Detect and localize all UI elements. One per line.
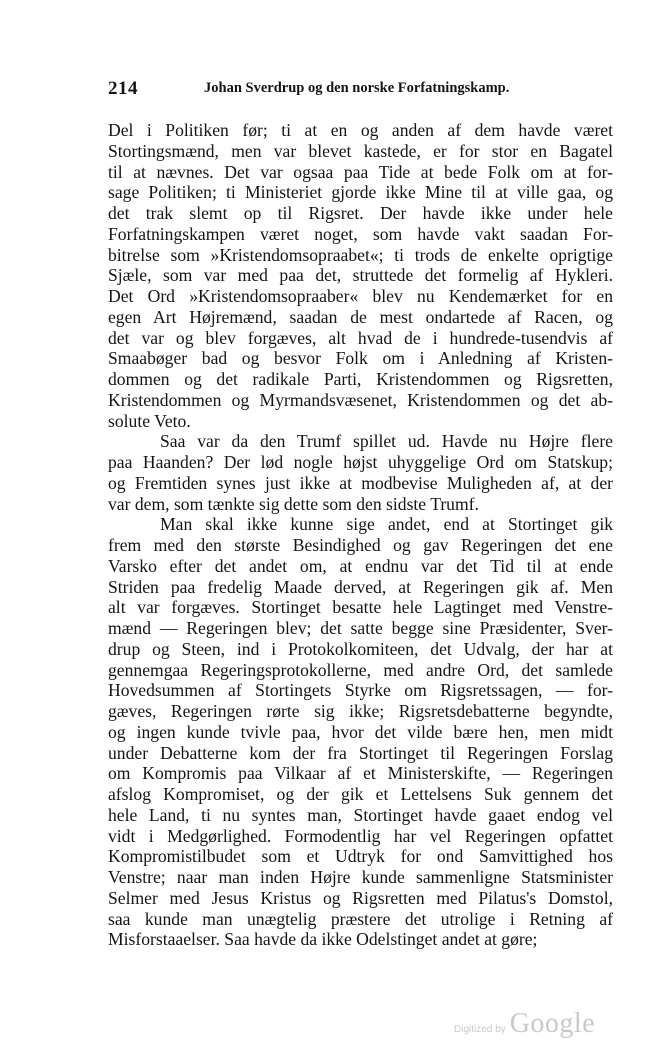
text-line: Stortingsmænd, men var blevet kastede, er for stor en Bagatel (108, 140, 613, 161)
text-line: til at nævnes. Det var ogsaa paa Tide at bede Folk om at for- (108, 161, 613, 182)
text-line: paa Haanden? Der lød nogle højst uhyggelige Ord om Statskup; (108, 452, 613, 472)
text-line: og Fremtiden synes just ikke at modbevise Muligheden af, at der (108, 472, 613, 493)
text-line: Selmer med Jesus Kristus og Rigsretten med Pilatus's Domstol, (108, 887, 613, 908)
google-logo: Google (509, 1008, 596, 1039)
body-text (108, 120, 613, 950)
text-line: gennemgaa Regeringsprotokollerne, med andre Ord, det samlede (108, 659, 613, 680)
text-line: drup og Steen, ind i Protokolkomiteen, det Udvalg, der har at (108, 638, 613, 659)
text-line: under Debatterne kom der fra Stortinget til Regeringen Forslag (108, 742, 613, 763)
page-number: 214 (108, 78, 138, 99)
text-line: solute Veto. (108, 410, 191, 431)
watermark-prefix: Digitized by (454, 1024, 506, 1035)
text-line: alt var forgæves. Stortinget besatte hele Lagtinget med Venstre- (108, 597, 613, 618)
text-line: mænd — Regeringen blev; det satte begge sine Præsidenter, Sver- (108, 618, 613, 638)
text-line: Kompromistilbudet som et Udtryk for ond Samvittighed hos (108, 846, 613, 867)
text-line: og ingen kunde tvivle paa, hvor det vilde bære hen, men midt (108, 721, 613, 742)
text-line: egen Art Højremænd, saadan de mest ondartede af Racen, og (108, 306, 613, 327)
text-line: Venstre; naar man inden Højre kunde sammenligne Statsminister (108, 867, 613, 887)
text-line: Striden paa fredelig Maade derved, at Regeringen gik af. Men (108, 576, 613, 597)
text-line: Smaabøger bad og besvor Folk om i Anledning af Kristen- (108, 348, 613, 369)
text-line: bitrelse som »Kristendomsopraabet«; ti trods de enkelte oprigtige (108, 244, 613, 265)
text-line: Saa var da den Trumf spillet ud. Havde nu Højre flere (160, 431, 613, 452)
text-line: var dem, som tænkte sig dette som den sidste Trumf. (108, 493, 479, 514)
text-line: Man skal ikke kunne sige andet, end at Stortinget gik (160, 514, 613, 535)
text-line: Kristendommen og Myrmandsvæsenet, Kristendommen og det ab- (108, 389, 613, 410)
text-line: det var og blev forgæves, alt hvad de i hundrede-tusendvis af (108, 327, 613, 348)
text-line: Forfatningskampen været noget, som havde vakt saadan For- (108, 223, 613, 244)
text-line: vidt i Medgørlighed. Formodentlig har vel Regeringen opfattet (108, 825, 613, 846)
text-line: Sjæle, som var med paa det, struttede det formelig af Hykleri. (108, 265, 613, 286)
paragraph (108, 514, 613, 950)
text-line: Varsko efter det andet om, at endnu var det Tid til at ende (108, 555, 613, 576)
text-line: saa kunde man unægtelig præstere det utrolige i Retning af (108, 908, 613, 929)
text-line: Det Ord »Kristendomsopraaber« blev nu Kendemærket for en (108, 286, 613, 306)
page-header (108, 78, 613, 100)
text-line: dommen og det radikale Parti, Kristendommen og Rigsretten, (108, 369, 613, 389)
paragraph (108, 431, 613, 514)
text-line: det trak slemt op til Rigsret. Der havde ikke under hele (108, 203, 613, 223)
text-line: sage Politiken; ti Ministeriet gjorde ikke Mine til at ville gaa, og (108, 182, 613, 203)
text-line: Misforstaaelser. Saa havde da ikke Odelstinget andet at gøre; (108, 929, 538, 950)
text-line: Hovedsummen af Stortingets Styrke om Rigsretssagen, — for- (108, 680, 613, 701)
text-line: gæves, Regeringen rørte sig ikke; Rigsretsdebatterne begyndte, (108, 701, 613, 721)
text-line: afslog Kompromiset, og der gik et Lettelsens Suk gennem det (108, 784, 613, 804)
digitized-watermark (454, 1008, 595, 1040)
text-line: frem med den største Besindighed og gav Regeringen det ene (108, 535, 613, 555)
text-line: Del i Politiken før; ti at en og anden af dem havde været (108, 120, 613, 140)
text-line: hele Land, ti nu syntes man, Stortinget havde gaaet endog vel (108, 804, 613, 825)
paragraph (108, 120, 613, 431)
running-title: Johan Sverdrup og den norske Forfatningskamp. (204, 80, 510, 96)
text-line: om Kompromis paa Vilkaar af et Ministerskifte, — Regeringen (108, 763, 613, 784)
